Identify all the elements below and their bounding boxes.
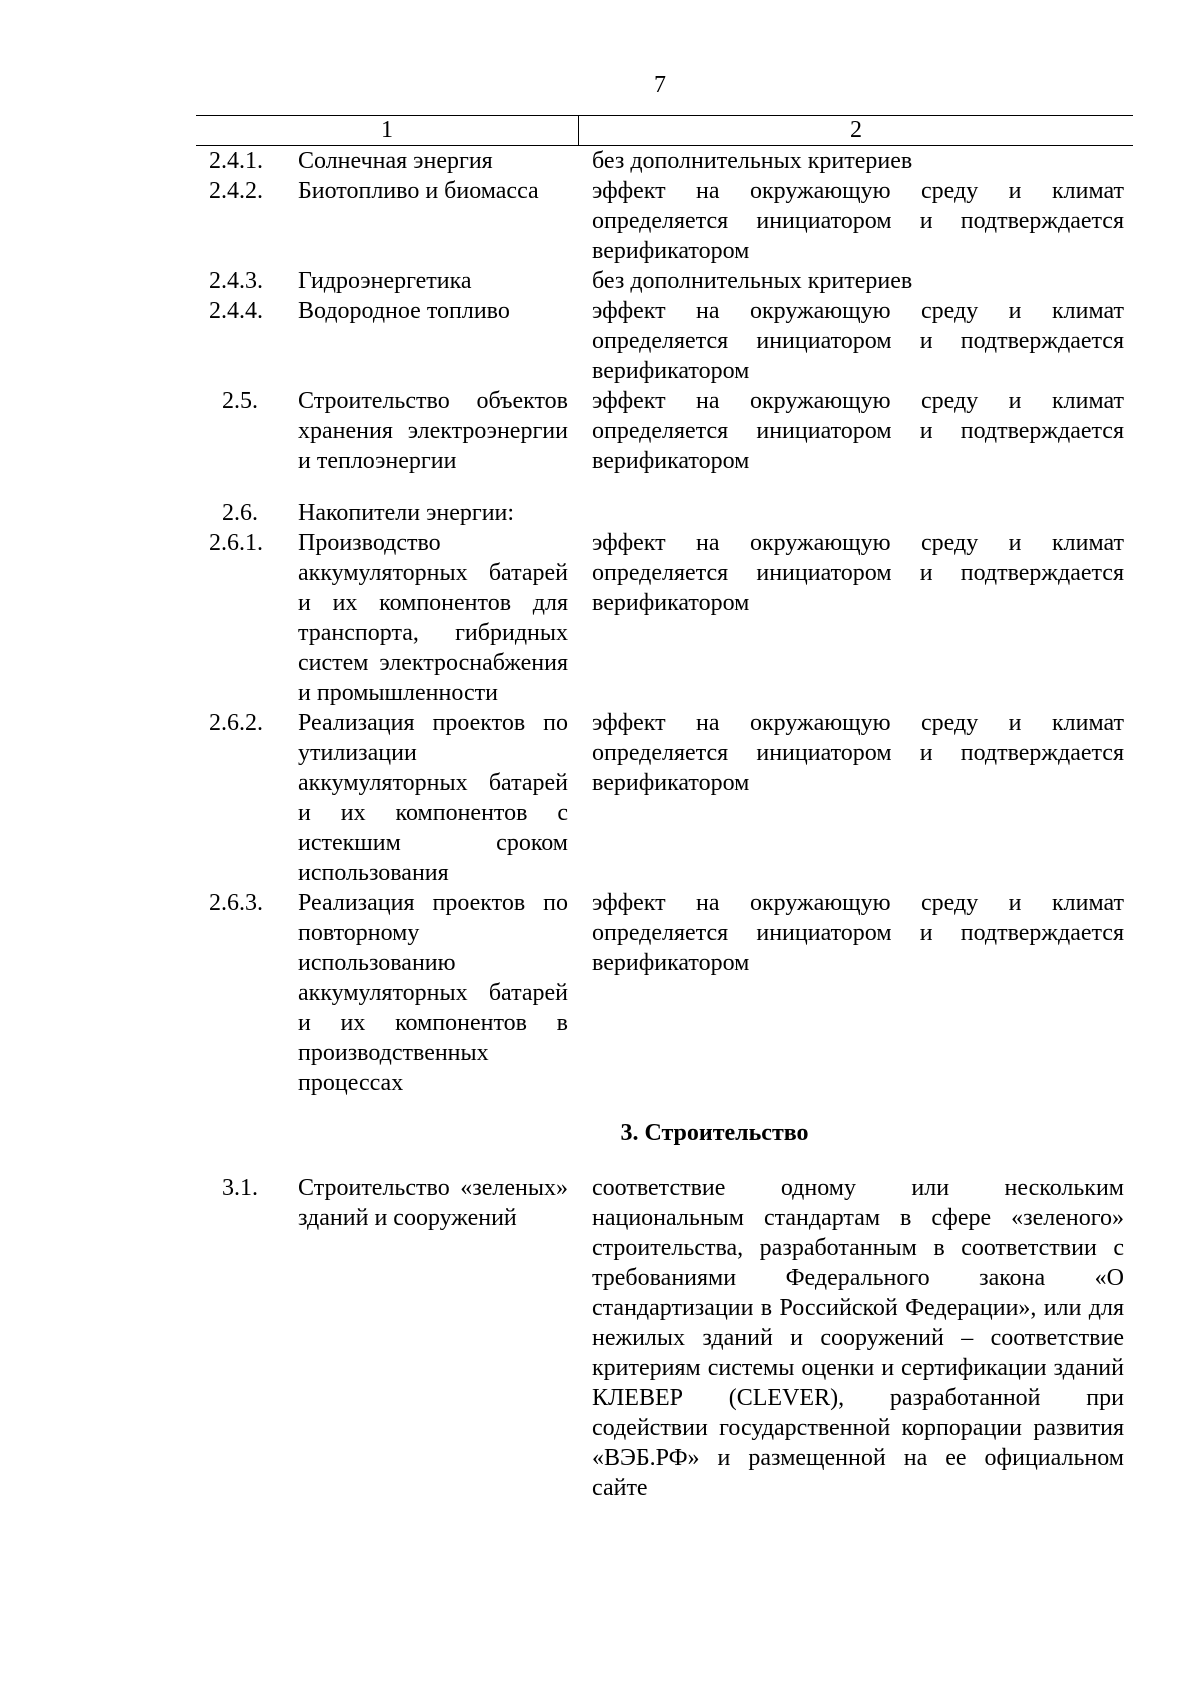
row-name: Водородное топливо xyxy=(298,298,510,324)
table-row xyxy=(196,146,1133,176)
row-number: 3.1. xyxy=(222,1175,258,1201)
row-criteria: без дополнительных критериев xyxy=(592,148,913,174)
row-name: Производство аккумуляторных батарей и их компонентов для транспорта, гибридных систем электроснабжения и промышленности xyxy=(298,530,568,706)
row-criteria: без дополнительных критериев xyxy=(592,268,913,294)
column-header-1: 1 xyxy=(196,116,579,145)
row-name: Биотопливо и биомасса xyxy=(298,178,539,204)
row-name: Строительство «зеленых» зданий и сооружений xyxy=(298,1175,568,1231)
row-number: 2.6. xyxy=(222,500,258,526)
table-row xyxy=(196,176,1133,266)
table-row xyxy=(196,296,1133,386)
row-number: 2.6.3. xyxy=(209,890,263,916)
row-number: 2.5. xyxy=(222,388,258,414)
row-criteria: соответствие одному или нескольким национальным стандартам в сфере «зеленого» строительства, разработанным в соответствии с требованиями Федерального закона «О стандартизации в Российской Федерации», или для нежилых зданий и сооружений – соответствие критериям системы оценки и сертификации зданий КЛЕВЕР (CLEVER), разработанной при содействии государственной корпорации развития «ВЭБ.РФ» и размещенной на ее официальном сайте xyxy=(592,1175,1124,1501)
table-row xyxy=(196,888,1133,1098)
row-criteria: эффект на окружающую среду и климат определяется инициатором и подтверждается верификатором xyxy=(592,890,1124,976)
table-row xyxy=(196,498,1133,528)
row-name: Накопители энергии: xyxy=(298,500,515,526)
table-header xyxy=(196,115,1133,146)
row-number: 2.6.1. xyxy=(209,530,263,556)
row-number: 2.6.2. xyxy=(209,710,263,736)
row-criteria: эффект на окружающую среду и климат определяется инициатором и подтверждается верификатором xyxy=(592,178,1124,264)
column-header-2: 2 xyxy=(850,117,862,143)
row-criteria xyxy=(592,498,1124,528)
table-row xyxy=(196,1173,1133,1503)
row-number: 2.4.4. xyxy=(209,298,263,324)
row-name: Строительство объектов хранения электроэнергии и теплоэнергии xyxy=(298,388,568,474)
row-criteria: эффект на окружающую среду и климат определяется инициатором и подтверждается верификатором xyxy=(592,530,1124,616)
row-number: 2.4.1. xyxy=(209,148,263,174)
row-name: Гидроэнергетика xyxy=(298,268,472,294)
row-number: 2.4.2. xyxy=(209,178,263,204)
row-criteria: эффект на окружающую среду и климат определяется инициатором и подтверждается верификатором xyxy=(592,388,1124,474)
table-row xyxy=(196,708,1133,888)
table-row xyxy=(196,386,1133,476)
section-title: 3. Строительство xyxy=(620,1120,809,1146)
row-name: Реализация проектов по повторному использованию аккумуляторных батарей и их компонентов в производственных процессах xyxy=(298,890,568,1096)
row-name: Реализация проектов по утилизации аккумуляторных батарей и их компонентов с истекшим сроком использования xyxy=(298,710,568,886)
table-body xyxy=(196,146,1133,1503)
row-criteria: эффект на окружающую среду и климат определяется инициатором и подтверждается верификатором xyxy=(592,298,1124,384)
page-number: 7 xyxy=(654,72,666,98)
row-number: 2.4.3. xyxy=(209,268,263,294)
table-row xyxy=(196,528,1133,708)
row-name: Солнечная энергия xyxy=(298,148,493,174)
row-criteria: эффект на окружающую среду и климат определяется инициатором и подтверждается верификатором xyxy=(592,710,1124,796)
table-row xyxy=(196,266,1133,296)
